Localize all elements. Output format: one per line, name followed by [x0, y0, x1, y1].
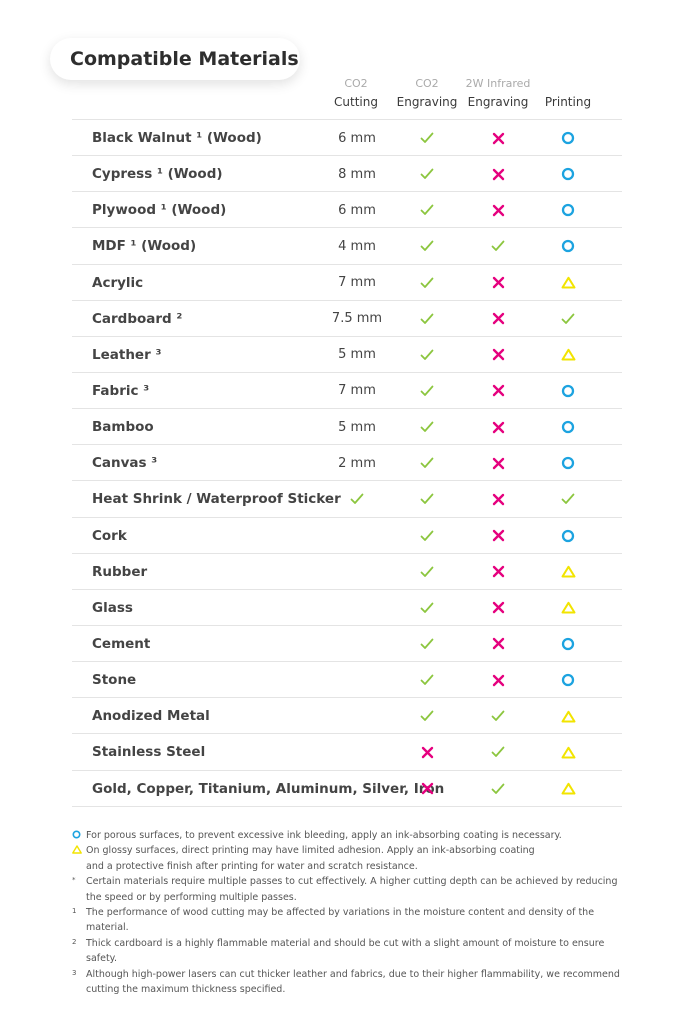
- triangle-icon: [528, 554, 608, 590]
- table-row: [72, 481, 622, 517]
- footnote-text-continued: cutting the maximum thickness specified.: [86, 984, 286, 996]
- cutting-depth-value: 5 mm: [338, 347, 376, 363]
- check-icon: [387, 626, 467, 662]
- circle-icon: [528, 445, 608, 481]
- table-row: [72, 228, 622, 264]
- column-header-printing: [528, 74, 608, 112]
- check-icon: [458, 698, 538, 734]
- check-icon: [387, 192, 467, 228]
- check-icon: [458, 228, 538, 264]
- cutting-depth: [317, 409, 397, 445]
- cross-icon: [458, 301, 538, 337]
- circle-icon: [528, 373, 608, 409]
- table-row: [72, 771, 622, 807]
- cutting-depth-value: 7 mm: [338, 383, 376, 399]
- cross-icon: [458, 373, 538, 409]
- cutting-depth-value: 6 mm: [338, 130, 376, 146]
- cross-icon: [458, 626, 538, 662]
- material-name: Cement: [92, 635, 151, 652]
- material-name: Acrylic: [92, 274, 144, 291]
- footnote: [72, 874, 632, 905]
- table-row: [72, 590, 622, 626]
- check-icon: [387, 337, 467, 373]
- check-icon: [387, 120, 467, 156]
- material-name: Cork: [92, 527, 127, 544]
- triangle-icon: [528, 337, 608, 373]
- column-header-bottom: Printing: [544, 95, 592, 109]
- cutting-depth-value: 6 mm: [338, 202, 376, 218]
- cutting-depth: [317, 518, 397, 554]
- material-name: Bamboo: [92, 419, 154, 436]
- circle-icon: [528, 156, 608, 192]
- footnotes: [72, 828, 632, 997]
- table-row: [72, 518, 622, 554]
- cutting-depth-value: 7.5 mm: [331, 311, 383, 327]
- material-name: Black Walnut ¹ (Wood): [92, 130, 262, 146]
- cutting-depth: [317, 445, 397, 481]
- circle-icon: [528, 409, 608, 445]
- column-header-top: CO2: [344, 77, 368, 90]
- material-name: Gold, Copper, Titanium, Aluminum, Silver, Iron: [92, 780, 445, 797]
- check-icon: [387, 554, 467, 590]
- material-name: Cardboard ²: [92, 310, 183, 327]
- cross-icon: [458, 265, 538, 301]
- check-icon: [387, 228, 467, 264]
- cross-icon: [458, 120, 538, 156]
- check-icon: [387, 409, 467, 445]
- table-row: [72, 192, 622, 228]
- cutting-depth: [317, 265, 397, 301]
- table-row: [72, 626, 622, 662]
- check-icon: [387, 481, 467, 517]
- material-name: Stainless Steel: [92, 744, 206, 761]
- cutting-depth: [317, 228, 397, 264]
- cutting-depth: [317, 120, 397, 156]
- footnote-text: The performance of wood cutting may be affected by variations in the moisture content and density of the material.: [86, 907, 595, 934]
- cross-icon: [458, 337, 538, 373]
- column-header-top: CO2: [415, 77, 439, 90]
- table-row: [72, 698, 622, 734]
- material-name: Glass: [92, 599, 133, 616]
- cutting-depth: [317, 192, 397, 228]
- check-icon: [317, 481, 397, 517]
- column-header-bottom: Engraving: [467, 95, 529, 109]
- material-name: Rubber: [92, 563, 148, 580]
- footnote: [72, 828, 632, 843]
- cross-icon: [387, 734, 467, 770]
- table-row: [72, 662, 622, 698]
- column-header-infrared-engraving: [458, 74, 538, 112]
- cross-icon: [458, 518, 538, 554]
- material-name: Anodized Metal: [92, 708, 210, 725]
- column-header-top: [528, 74, 608, 93]
- check-icon: [387, 662, 467, 698]
- circle-icon: [528, 192, 608, 228]
- check-icon: [387, 590, 467, 626]
- material-name: Leather ³: [92, 346, 162, 363]
- footnote-marker: 2: [72, 937, 77, 946]
- footnote: [72, 967, 632, 998]
- footnote-text: Although high-power lasers can cut thicker leather and fabrics, due to their higher flammability, we recommend: [86, 968, 620, 980]
- footnote-text: On glossy surfaces, direct printing may have limited adhesion. Apply an ink-absorbing coating: [86, 845, 535, 857]
- check-icon: [528, 481, 608, 517]
- cutting-depth: [317, 337, 397, 373]
- cutting-depth: [317, 771, 397, 807]
- check-icon: [458, 771, 538, 807]
- cutting-depth: [317, 373, 397, 409]
- triangle-icon: [528, 265, 608, 301]
- table-row: [72, 120, 622, 156]
- cutting-depth-value: 7 mm: [338, 275, 376, 291]
- material-name: MDF ¹ (Wood): [92, 238, 197, 255]
- triangle-icon: [72, 845, 84, 858]
- cutting-depth-value: 4 mm: [338, 238, 376, 254]
- material-name: Stone: [92, 672, 137, 689]
- material-name: Canvas ³: [92, 455, 158, 472]
- material-name: Heat Shrink / Waterproof Sticker: [92, 491, 341, 508]
- cross-icon: [458, 554, 538, 590]
- cross-icon: [458, 662, 538, 698]
- column-header-bottom: Engraving: [396, 95, 458, 109]
- table-row: [72, 301, 622, 337]
- footnote-text: Certain materials require multiple passes to cut effectively. A higher cutting depth can be achieved by reducing: [86, 876, 618, 888]
- circle-icon: [528, 626, 608, 662]
- material-name: Cypress ¹ (Wood): [92, 166, 223, 183]
- material-name: Fabric ³: [92, 382, 150, 399]
- footnote-text: Thick cardboard is a highly flammable material and should be cut with a slight amount of moisture to ensure safety.: [86, 937, 605, 965]
- footnote-text-continued: the speed or by performing multiple passes.: [86, 891, 297, 903]
- triangle-icon: [528, 734, 608, 770]
- page-title: Compatible Materials: [50, 38, 300, 80]
- check-icon: [387, 698, 467, 734]
- cross-icon: [458, 481, 538, 517]
- table-row: [72, 337, 622, 373]
- check-icon: [387, 156, 467, 192]
- circle-icon: [528, 662, 608, 698]
- footnote: [72, 843, 632, 874]
- table-row: [72, 445, 622, 481]
- cutting-depth: [317, 698, 397, 734]
- table-row: [72, 734, 622, 770]
- column-header-bottom: Cutting: [334, 95, 378, 109]
- cross-icon: [458, 192, 538, 228]
- table-row: [72, 554, 622, 590]
- circle-icon: [528, 228, 608, 264]
- cutting-depth: [317, 156, 397, 192]
- cutting-depth: [317, 590, 397, 626]
- triangle-icon: [528, 771, 608, 807]
- column-header-top: 2W Infrared: [465, 77, 531, 90]
- check-icon: [528, 301, 608, 337]
- check-icon: [458, 734, 538, 770]
- check-icon: [387, 301, 467, 337]
- circle-icon: [528, 518, 608, 554]
- footnote: [72, 936, 632, 967]
- cutting-depth: [317, 554, 397, 590]
- column-header-co2-cutting: [316, 74, 396, 112]
- table-row: [72, 156, 622, 192]
- footnote-text: For porous surfaces, to prevent excessive ink bleeding, apply an ink-absorbing coating is necessary.: [86, 830, 562, 841]
- check-icon: [387, 445, 467, 481]
- cross-icon: [458, 156, 538, 192]
- table-row: [72, 409, 622, 445]
- footnote-text-continued: and a protective finish after printing for water and scratch resistance.: [86, 860, 418, 872]
- materials-table: [72, 119, 622, 807]
- table-row: [72, 265, 622, 301]
- table-row: [72, 373, 622, 409]
- check-icon: [387, 373, 467, 409]
- cross-icon: [458, 445, 538, 481]
- footnote: [72, 905, 632, 936]
- footnote-marker: *: [72, 876, 76, 885]
- cutting-depth: [317, 301, 397, 337]
- cross-icon: [458, 590, 538, 626]
- triangle-icon: [528, 698, 608, 734]
- cutting-depth: [317, 662, 397, 698]
- triangle-icon: [528, 590, 608, 626]
- cutting-depth-value: 5 mm: [338, 419, 376, 435]
- circle-icon: [528, 120, 608, 156]
- cross-icon: [387, 771, 467, 807]
- cutting-depth: [317, 626, 397, 662]
- cutting-depth-value: 2 mm: [338, 455, 376, 471]
- check-icon: [387, 518, 467, 554]
- material-name: Plywood ¹ (Wood): [92, 202, 227, 219]
- cutting-depth-value: 8 mm: [338, 166, 376, 182]
- cross-icon: [458, 409, 538, 445]
- cutting-depth: [317, 734, 397, 770]
- footnote-marker: 1: [72, 907, 77, 916]
- circle-icon: [72, 830, 84, 843]
- column-header-co2-engraving: [387, 74, 467, 112]
- check-icon: [387, 265, 467, 301]
- footnote-marker: 3: [72, 968, 77, 977]
